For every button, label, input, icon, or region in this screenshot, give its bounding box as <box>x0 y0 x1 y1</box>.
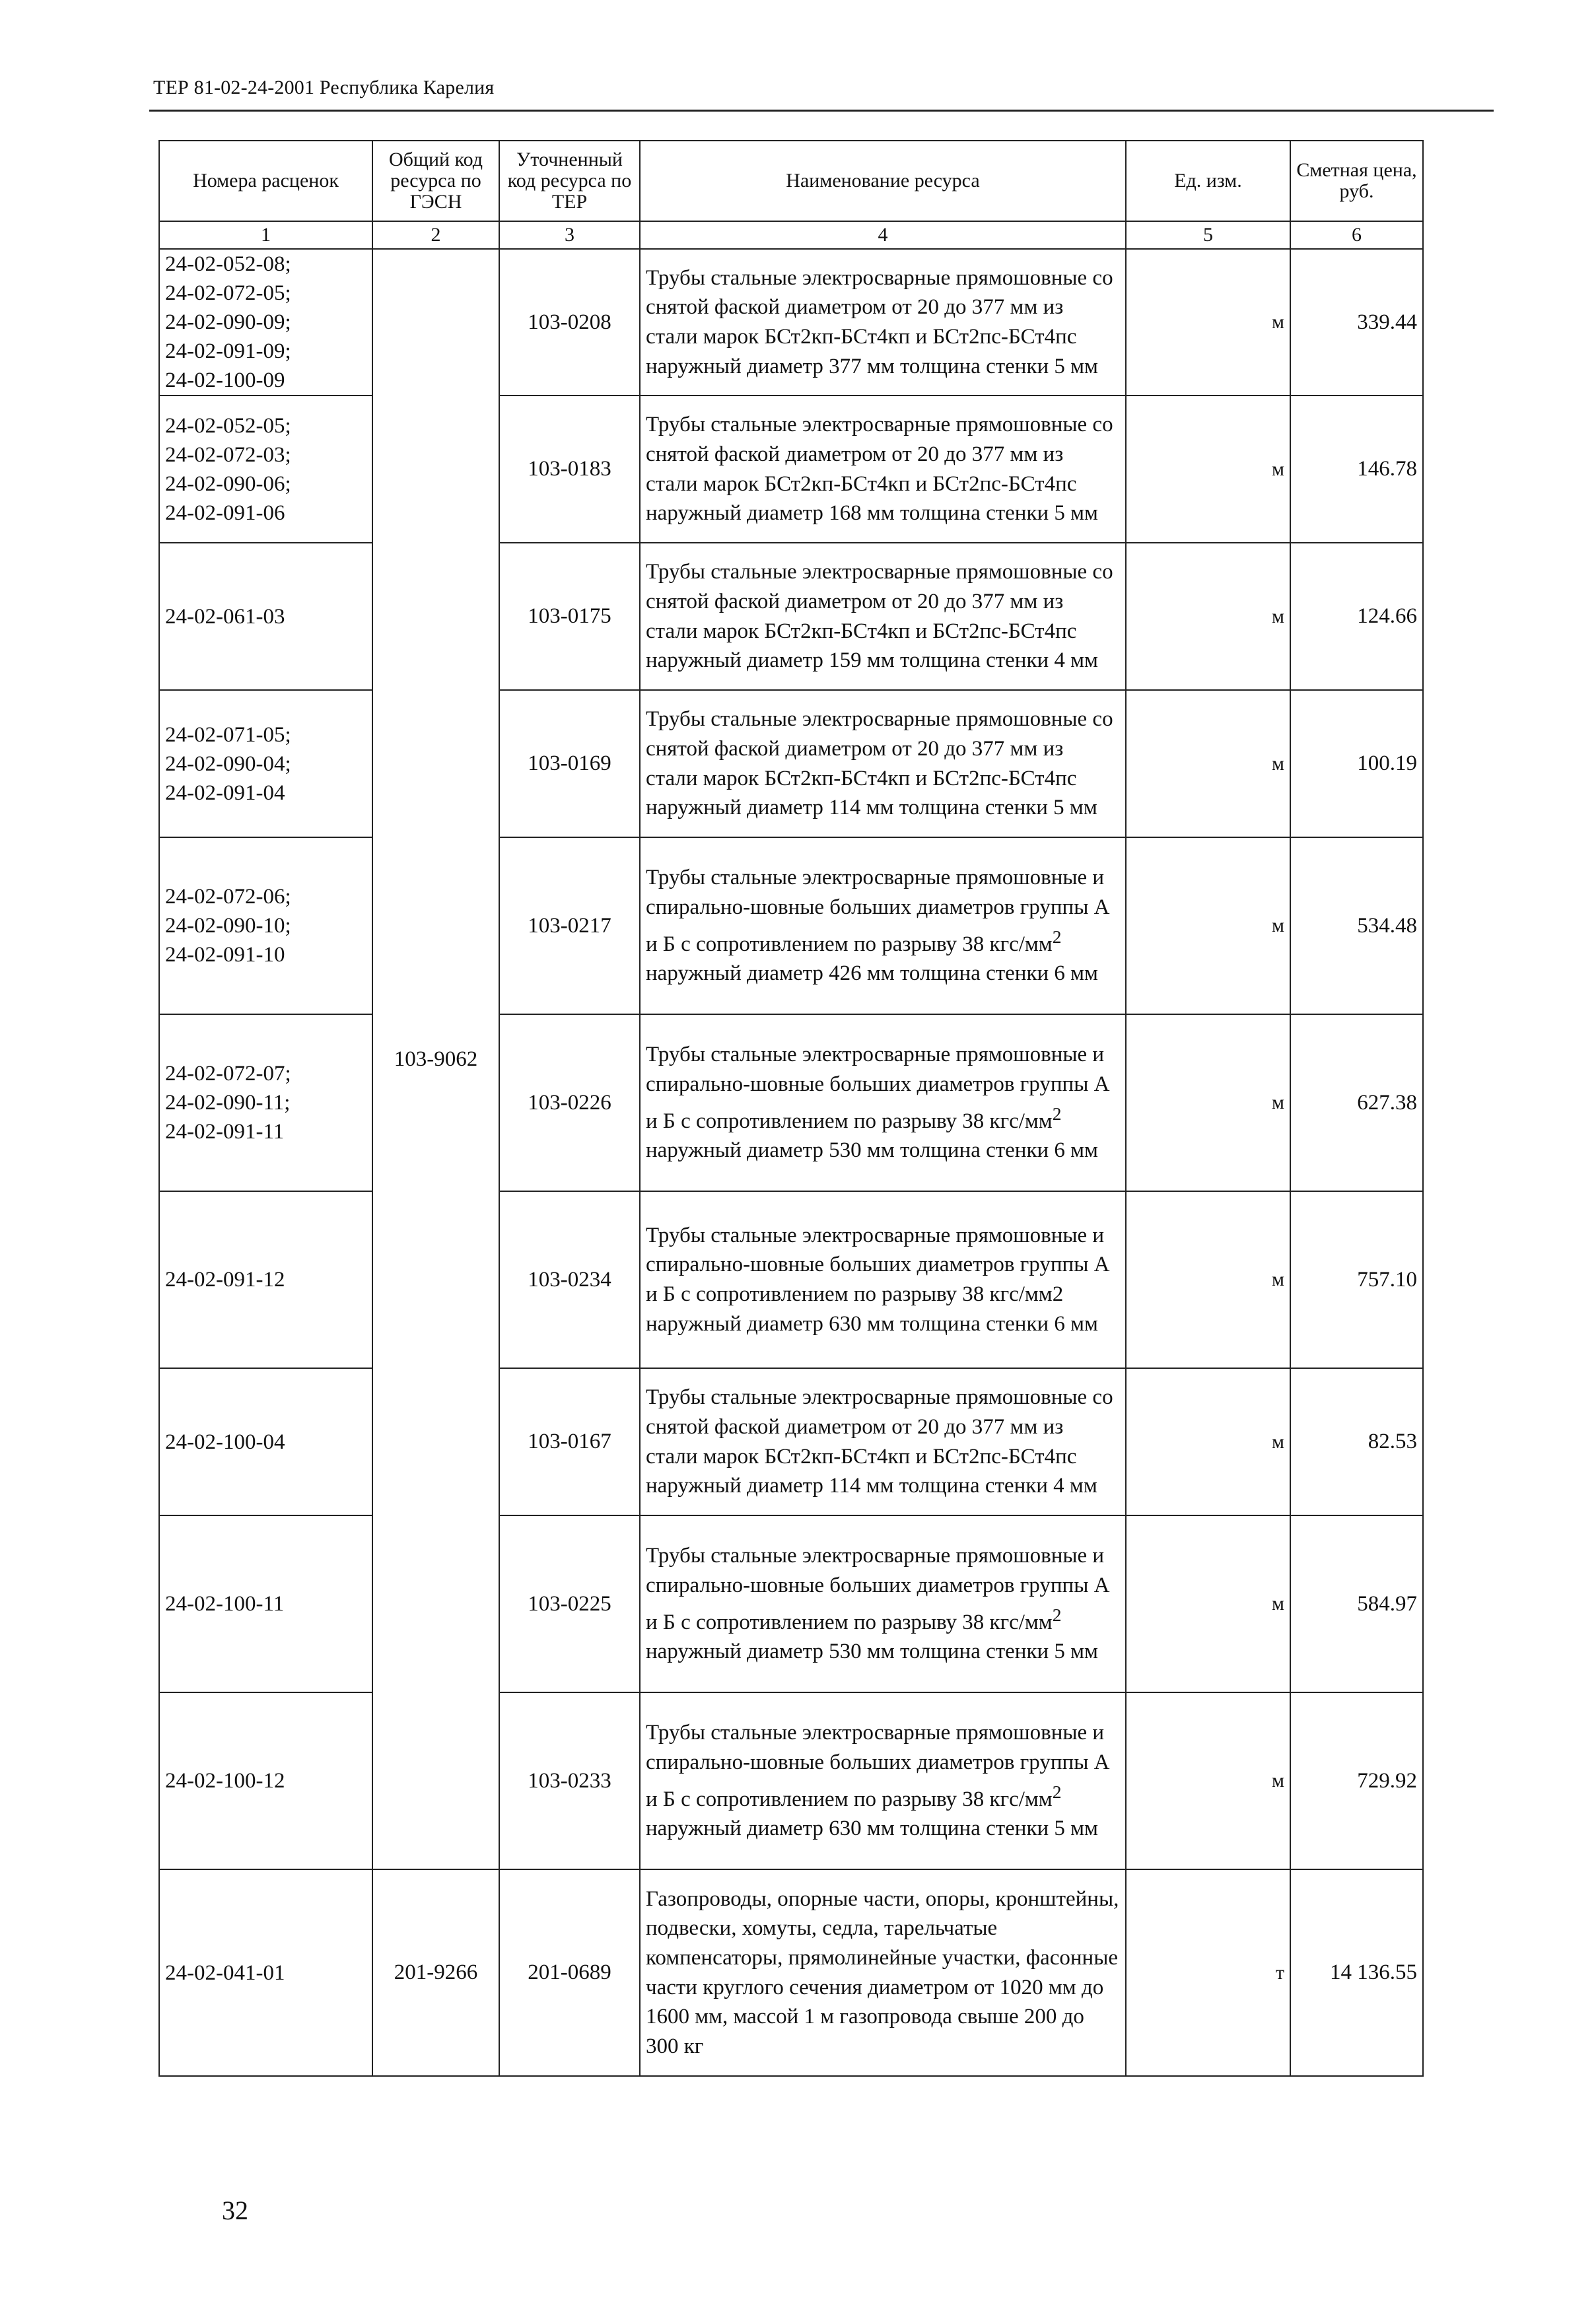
rate-codes: 24-02-052-05; 24-02-072-03; 24-02-090-06; 24-02-091-06 <box>159 396 372 543</box>
rate-codes: 24-02-100-12 <box>159 1692 372 1869</box>
table-row <box>159 1515 1423 1692</box>
refined-code: 103-0175 <box>499 543 640 690</box>
refined-code: 103-0217 <box>499 837 640 1014</box>
page-header: ТЕР 81-02-24-2001 Республика Карелия <box>153 77 495 98</box>
resource-name: Трубы стальные электросварные прямошовные и спирально-шовные больших диаметров группы А и Б с сопротивлением по разрыву 38 кгс/$мм^2$ наружный диаметр 426 мм толщина стенки 6 мм <box>640 837 1126 1014</box>
unit: м <box>1126 543 1290 690</box>
price: 627.38 <box>1290 1014 1423 1191</box>
rate-codes: 24-02-100-04 <box>159 1368 372 1515</box>
table-row <box>159 543 1423 690</box>
column-number: 6 <box>1290 221 1423 249</box>
table-row <box>159 690 1423 837</box>
unit: м <box>1126 1191 1290 1368</box>
table-row <box>159 1368 1423 1515</box>
rate-codes: 24-02-072-06; 24-02-090-10; 24-02-091-10 <box>159 837 372 1014</box>
table-row <box>159 249 1423 396</box>
price: 534.48 <box>1290 837 1423 1014</box>
column-number: 2 <box>372 221 499 249</box>
unit: м <box>1126 837 1290 1014</box>
rate-codes: 24-02-041-01 <box>159 1869 372 2076</box>
column-header: Наименование ресурса <box>640 141 1126 221</box>
table-row <box>159 396 1423 543</box>
price: 14 136.55 <box>1290 1869 1423 2076</box>
table-row <box>159 1014 1423 1191</box>
refined-code: 103-0225 <box>499 1515 640 1692</box>
column-number: 3 <box>499 221 640 249</box>
resource-table <box>158 140 1424 2077</box>
refined-code: 103-0169 <box>499 690 640 837</box>
refined-code: 103-0183 <box>499 396 640 543</box>
rate-codes: 24-02-061-03 <box>159 543 372 690</box>
header-rule <box>149 110 1494 112</box>
column-header: Номера расценок <box>159 141 372 221</box>
rate-codes: 24-02-091-12 <box>159 1191 372 1368</box>
rate-codes: 24-02-072-07; 24-02-090-11; 24-02-091-11 <box>159 1014 372 1191</box>
column-header: Сметная цена, руб. <box>1290 141 1423 221</box>
refined-code: 103-0208 <box>499 249 640 396</box>
resource-name: Трубы стальные электросварные прямошовные со снятой фаской диаметром от 20 до 377 мм из стали марок БСт2кп-БСт4кп и БСт2пс-БСт4пс наружный диаметр 168 мм толщина стенки 5 мм <box>640 396 1126 543</box>
refined-code: 103-0234 <box>499 1191 640 1368</box>
price: 757.10 <box>1290 1191 1423 1368</box>
resource-name: Газопроводы, опорные части, опоры, кронштейны, подвески, хомуты, седла, тарельчатые компенсаторы, прямолинейные участки, фасонные части круглого сечения диаметром от 1020 мм до 1600 мм, массой 1 м газопровода свыше 200 до 300 кг <box>640 1869 1126 2076</box>
rate-codes: 24-02-052-08; 24-02-072-05; 24-02-090-09; 24-02-091-09; 24-02-100-09 <box>159 249 372 396</box>
refined-code: 103-0226 <box>499 1014 640 1191</box>
resource-name: Трубы стальные электросварные прямошовные и спирально-шовные больших диаметров группы А и Б с сопротивлением по разрыву 38 кгс/$мм^2$ наружный диаметр 630 мм толщина стенки 5 мм <box>640 1692 1126 1869</box>
price: 100.19 <box>1290 690 1423 837</box>
column-header: Уточненный код ресурса по ТЕР <box>499 141 640 221</box>
rate-codes: 24-02-100-11 <box>159 1515 372 1692</box>
table-header-row <box>159 141 1423 221</box>
price: 82.53 <box>1290 1368 1423 1515</box>
unit: т <box>1126 1869 1290 2076</box>
table-row <box>159 1191 1423 1368</box>
general-code: 201-9266 <box>372 1869 499 2076</box>
price: 339.44 <box>1290 249 1423 396</box>
resource-name: Трубы стальные электросварные прямошовные и спирально-шовные больших диаметров группы А и Б с сопротивлением по разрыву 38 кгс/$мм^2$ наружный диаметр 530 мм толщина стенки 5 мм <box>640 1515 1126 1692</box>
price: 729.92 <box>1290 1692 1423 1869</box>
column-number: 1 <box>159 221 372 249</box>
resource-name: Трубы стальные электросварные прямошовные со снятой фаской диаметром от 20 до 377 мм из стали марок БСт2кп-БСт4кп и БСт2пс-БСт4пс наружный диаметр 377 мм толщина стенки 5 мм <box>640 249 1126 396</box>
unit: м <box>1126 1692 1290 1869</box>
refined-code: 103-0167 <box>499 1368 640 1515</box>
resource-name: Трубы стальные электросварные прямошовные со снятой фаской диаметром от 20 до 377 мм из стали марок БСт2кп-БСт4кп и БСт2пс-БСт4пс наружный диаметр 114 мм толщина стенки 5 мм <box>640 690 1126 837</box>
refined-code: 103-0233 <box>499 1692 640 1869</box>
column-header: Ед. изм. <box>1126 141 1290 221</box>
refined-code: 201-0689 <box>499 1869 640 2076</box>
unit: м <box>1126 1515 1290 1692</box>
column-number-row <box>159 221 1423 249</box>
table-row <box>159 837 1423 1014</box>
rate-codes: 24-02-071-05; 24-02-090-04; 24-02-091-04 <box>159 690 372 837</box>
general-code: 103-9062 <box>372 249 499 1869</box>
resource-name: Трубы стальные электросварные прямошовные и спирально-шовные больших диаметров группы А и Б с сопротивлением по разрыву 38 кгс/$мм^2$ наружный диаметр 530 мм толщина стенки 6 мм <box>640 1014 1126 1191</box>
resource-name: Трубы стальные электросварные прямошовные и спирально-шовные больших диаметров группы А и Б с сопротивлением по разрыву 38 кгс/мм2 наружный диаметр 630 мм толщина стенки 6 мм <box>640 1191 1126 1368</box>
column-header: Общий код ресурса по ГЭСН <box>372 141 499 221</box>
unit: м <box>1126 690 1290 837</box>
unit: м <box>1126 396 1290 543</box>
resource-name: Трубы стальные электросварные прямошовные со снятой фаской диаметром от 20 до 377 мм из стали марок БСт2кп-БСт4кп и БСт2пс-БСт4пс наружный диаметр 159 мм толщина стенки 4 мм <box>640 543 1126 690</box>
price: 584.97 <box>1290 1515 1423 1692</box>
price: 124.66 <box>1290 543 1423 690</box>
resource-name: Трубы стальные электросварные прямошовные со снятой фаской диаметром от 20 до 377 мм из стали марок БСт2кп-БСт4кп и БСт2пс-БСт4пс наружный диаметр 114 мм толщина стенки 4 мм <box>640 1368 1126 1515</box>
page-number: 32 <box>222 2196 248 2225</box>
unit: м <box>1126 1014 1290 1191</box>
column-number: 5 <box>1126 221 1290 249</box>
column-number: 4 <box>640 221 1126 249</box>
table-row <box>159 1692 1423 1869</box>
price: 146.78 <box>1290 396 1423 543</box>
unit: м <box>1126 249 1290 396</box>
table-row <box>159 1869 1423 2076</box>
unit: м <box>1126 1368 1290 1515</box>
